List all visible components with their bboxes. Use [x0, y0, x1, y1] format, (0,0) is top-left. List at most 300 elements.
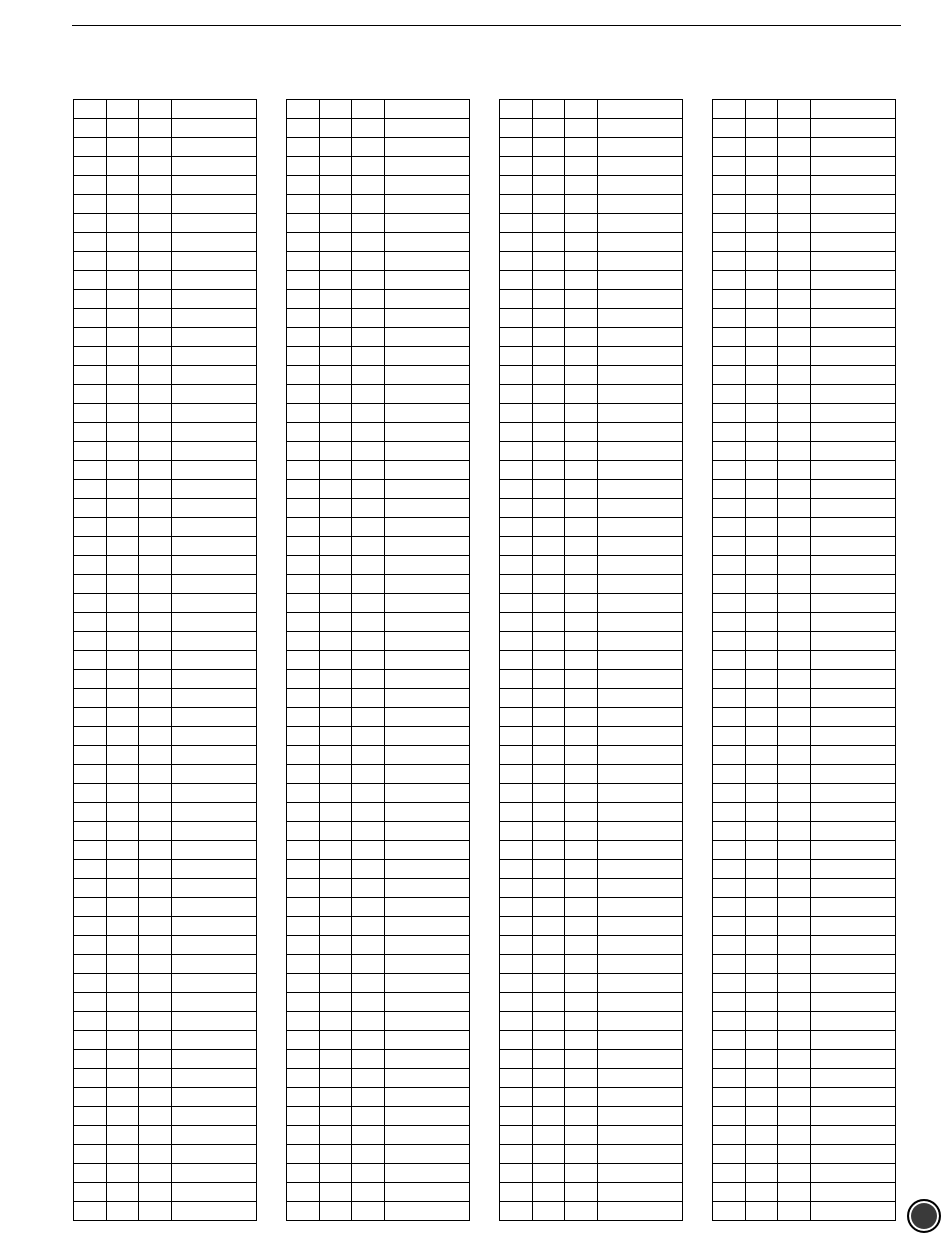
table-cell	[139, 955, 172, 974]
table-cell	[598, 784, 683, 803]
table-cell	[500, 100, 533, 119]
table-cell	[385, 632, 470, 651]
table-cell	[74, 537, 107, 556]
table-cell	[320, 309, 352, 328]
table-cell	[811, 860, 896, 879]
table-cell	[713, 537, 746, 556]
table-cell	[74, 993, 107, 1012]
table-cell	[500, 461, 533, 480]
table-cell	[811, 803, 896, 822]
table-cell	[533, 1088, 565, 1107]
table-cell	[74, 1031, 107, 1050]
table-cell	[598, 442, 683, 461]
table-row	[713, 1202, 896, 1221]
table-row	[500, 670, 683, 689]
table-cell	[811, 727, 896, 746]
table-cell	[107, 157, 139, 176]
table-cell	[352, 385, 385, 404]
table-row	[287, 955, 470, 974]
table-cell	[139, 1145, 172, 1164]
table-row	[713, 784, 896, 803]
table-row	[713, 993, 896, 1012]
table-row	[287, 214, 470, 233]
table-cell	[811, 385, 896, 404]
table-cell	[811, 670, 896, 689]
table-cell	[565, 632, 598, 651]
table-row	[713, 803, 896, 822]
table-cell	[320, 974, 352, 993]
table-cell	[172, 1164, 257, 1183]
table-cell	[598, 974, 683, 993]
table-cell	[385, 670, 470, 689]
table-cell	[746, 1088, 778, 1107]
table-cell	[598, 594, 683, 613]
table-cell	[385, 1069, 470, 1088]
table-row	[713, 404, 896, 423]
table-row	[713, 347, 896, 366]
table-cell	[320, 1126, 352, 1145]
table-cell	[500, 822, 533, 841]
table-cell	[500, 556, 533, 575]
table-row	[500, 461, 683, 480]
table-cell	[287, 138, 320, 157]
table-cell	[172, 670, 257, 689]
table-cell	[172, 822, 257, 841]
table-cell	[320, 594, 352, 613]
table-row	[74, 537, 257, 556]
table-row	[287, 556, 470, 575]
table-cell	[811, 1126, 896, 1145]
table-row	[287, 708, 470, 727]
table-row	[287, 233, 470, 252]
table-row	[74, 632, 257, 651]
table-row	[713, 309, 896, 328]
table-row	[287, 423, 470, 442]
table-cell	[533, 271, 565, 290]
table-row	[713, 1088, 896, 1107]
table-cell	[74, 1164, 107, 1183]
table-cell	[713, 1069, 746, 1088]
table-cell	[533, 841, 565, 860]
table-cell	[713, 1107, 746, 1126]
table-cell	[352, 366, 385, 385]
table-cell	[598, 404, 683, 423]
table-cell	[352, 575, 385, 594]
table-row	[287, 936, 470, 955]
table-cell	[287, 556, 320, 575]
table-row	[713, 708, 896, 727]
table-row	[500, 233, 683, 252]
table-cell	[811, 936, 896, 955]
table-row	[74, 822, 257, 841]
table-cell	[287, 233, 320, 252]
table-row	[713, 423, 896, 442]
table-row	[74, 271, 257, 290]
table-cell	[565, 176, 598, 195]
table-cell	[320, 290, 352, 309]
table-cell	[320, 689, 352, 708]
table-cell	[565, 575, 598, 594]
table-cell	[74, 347, 107, 366]
table-cell	[74, 689, 107, 708]
table-cell	[385, 233, 470, 252]
table-cell	[107, 404, 139, 423]
table-cell	[385, 974, 470, 993]
table-cell	[713, 784, 746, 803]
table-cell	[320, 442, 352, 461]
table-cell	[352, 1088, 385, 1107]
table-cell	[598, 1050, 683, 1069]
table-cell	[287, 841, 320, 860]
table-row	[287, 594, 470, 613]
table-cell	[172, 898, 257, 917]
table-cell	[778, 499, 811, 518]
table-cell	[172, 271, 257, 290]
table-row	[74, 347, 257, 366]
table-cell	[352, 499, 385, 518]
table-cell	[107, 689, 139, 708]
table-cell	[500, 1202, 533, 1221]
table-cell	[139, 1069, 172, 1088]
table-cell	[500, 157, 533, 176]
table-cell	[139, 803, 172, 822]
table-cell	[287, 461, 320, 480]
table-row	[74, 1183, 257, 1202]
table-cell	[139, 366, 172, 385]
table-cell	[320, 214, 352, 233]
table-row	[713, 689, 896, 708]
table-cell	[811, 176, 896, 195]
table-cell	[533, 974, 565, 993]
table-cell	[811, 1164, 896, 1183]
table-cell	[172, 556, 257, 575]
table-row	[74, 803, 257, 822]
table-cell	[565, 841, 598, 860]
table-row	[713, 955, 896, 974]
table-cell	[598, 385, 683, 404]
table-cell	[385, 879, 470, 898]
table-cell	[778, 1050, 811, 1069]
table-cell	[139, 879, 172, 898]
table-cell	[811, 765, 896, 784]
table-row	[500, 157, 683, 176]
table-cell	[500, 366, 533, 385]
table-cell	[565, 689, 598, 708]
table-cell	[565, 613, 598, 632]
table-row	[500, 480, 683, 499]
table-cell	[74, 404, 107, 423]
table-row	[74, 727, 257, 746]
table-cell	[746, 119, 778, 138]
table-cell	[778, 119, 811, 138]
table-cell	[172, 974, 257, 993]
table-cell	[713, 499, 746, 518]
table-cell	[385, 955, 470, 974]
table-cell	[811, 119, 896, 138]
table-cell	[172, 993, 257, 1012]
table-row	[287, 1145, 470, 1164]
table-cell	[746, 651, 778, 670]
table-cell	[287, 746, 320, 765]
table-row	[74, 195, 257, 214]
table-cell	[533, 385, 565, 404]
table-cell	[139, 1183, 172, 1202]
table-cell	[139, 974, 172, 993]
table-row	[287, 1031, 470, 1050]
table-cell	[287, 214, 320, 233]
table-cell	[746, 347, 778, 366]
table-row	[500, 518, 683, 537]
table-cell	[287, 784, 320, 803]
table-cell	[778, 955, 811, 974]
table-cell	[172, 480, 257, 499]
table-cell	[713, 860, 746, 879]
table-cell	[352, 727, 385, 746]
table-row	[287, 537, 470, 556]
table-cell	[500, 1012, 533, 1031]
table-cell	[713, 727, 746, 746]
table-cell	[352, 290, 385, 309]
table-cell	[778, 1107, 811, 1126]
table-cell	[746, 898, 778, 917]
table-row	[287, 176, 470, 195]
table-cell	[746, 1069, 778, 1088]
table-cell	[74, 119, 107, 138]
table-row	[287, 575, 470, 594]
table-cell	[811, 1031, 896, 1050]
table-cell	[107, 1202, 139, 1221]
table-cell	[746, 632, 778, 651]
table-cell	[287, 651, 320, 670]
table-cell	[778, 594, 811, 613]
table-row	[500, 955, 683, 974]
table-row	[287, 632, 470, 651]
table-cell	[107, 100, 139, 119]
table-cell	[352, 689, 385, 708]
table-cell	[778, 1202, 811, 1221]
table-row	[500, 195, 683, 214]
table-cell	[746, 518, 778, 537]
table-cell	[746, 765, 778, 784]
table-cell	[713, 271, 746, 290]
header-rule	[72, 25, 901, 26]
table-row	[713, 1145, 896, 1164]
table-cell	[713, 100, 746, 119]
table-row	[74, 119, 257, 138]
table-cell	[713, 214, 746, 233]
table-row	[500, 917, 683, 936]
table-cell	[139, 1202, 172, 1221]
table-row	[713, 499, 896, 518]
table-cell	[500, 309, 533, 328]
table-row	[74, 328, 257, 347]
table-cell	[811, 366, 896, 385]
table-row	[287, 195, 470, 214]
table-cell	[172, 138, 257, 157]
table-cell	[746, 556, 778, 575]
table-row	[713, 214, 896, 233]
table-cell	[565, 309, 598, 328]
table-cell	[172, 290, 257, 309]
table-cell	[500, 841, 533, 860]
table-cell	[352, 271, 385, 290]
table-row	[74, 898, 257, 917]
table-cell	[352, 879, 385, 898]
table-cell	[320, 537, 352, 556]
table-row	[74, 784, 257, 803]
table-cell	[598, 1069, 683, 1088]
table-row	[500, 575, 683, 594]
table-cell	[320, 385, 352, 404]
table-cell	[811, 214, 896, 233]
table-cell	[565, 537, 598, 556]
table-cell	[172, 119, 257, 138]
table-cell	[778, 841, 811, 860]
table-row	[500, 1202, 683, 1221]
table-cell	[74, 423, 107, 442]
table-cell	[746, 974, 778, 993]
table-cell	[172, 879, 257, 898]
table-cell	[385, 765, 470, 784]
table-cell	[352, 442, 385, 461]
table-cell	[500, 119, 533, 138]
table-cell	[320, 1050, 352, 1069]
table-cell	[533, 670, 565, 689]
table-cell	[320, 898, 352, 917]
table-cell	[385, 423, 470, 442]
table-cell	[107, 1012, 139, 1031]
table-row	[74, 1050, 257, 1069]
table-cell	[811, 651, 896, 670]
table-cell	[287, 328, 320, 347]
table-row	[713, 233, 896, 252]
table-cell	[811, 1088, 896, 1107]
table-cell	[352, 252, 385, 271]
table-cell	[352, 233, 385, 252]
table-cell	[287, 632, 320, 651]
table-row	[500, 347, 683, 366]
table-cell	[713, 632, 746, 651]
table-cell	[746, 195, 778, 214]
table-row	[74, 841, 257, 860]
table-cell	[778, 936, 811, 955]
table-cell	[320, 119, 352, 138]
table-row	[713, 936, 896, 955]
table-cell	[320, 328, 352, 347]
table-cell	[385, 746, 470, 765]
table-cell	[713, 575, 746, 594]
table-cell	[565, 708, 598, 727]
table-cell	[565, 955, 598, 974]
table-cell	[172, 689, 257, 708]
table-cell	[139, 119, 172, 138]
table-row	[74, 442, 257, 461]
table-cell	[320, 499, 352, 518]
table-row	[713, 461, 896, 480]
table-cell	[500, 955, 533, 974]
table-row	[74, 917, 257, 936]
table-cell	[598, 176, 683, 195]
table-cell	[139, 670, 172, 689]
table-cell	[778, 575, 811, 594]
table-cell	[107, 822, 139, 841]
table-cell	[385, 651, 470, 670]
table-cell	[287, 537, 320, 556]
table-row	[713, 632, 896, 651]
table-row	[500, 1145, 683, 1164]
table-cell	[565, 404, 598, 423]
table-cell	[352, 746, 385, 765]
table-cell	[385, 499, 470, 518]
table-row	[500, 841, 683, 860]
table-row	[500, 271, 683, 290]
table-cell	[746, 575, 778, 594]
table-cell	[565, 138, 598, 157]
table-cell	[565, 670, 598, 689]
table-cell	[172, 784, 257, 803]
table-cell	[565, 214, 598, 233]
table-cell	[172, 955, 257, 974]
table-cell	[746, 385, 778, 404]
table-cell	[172, 860, 257, 879]
table-cell	[352, 1012, 385, 1031]
table-cell	[565, 594, 598, 613]
table-cell	[320, 955, 352, 974]
table-cell	[320, 936, 352, 955]
table-cell	[74, 974, 107, 993]
table-cell	[172, 157, 257, 176]
table-cell	[713, 233, 746, 252]
table-cell	[565, 233, 598, 252]
table-cell	[746, 670, 778, 689]
table-row	[74, 993, 257, 1012]
table-cell	[500, 746, 533, 765]
table-cell	[352, 993, 385, 1012]
table-cell	[565, 366, 598, 385]
table-cell	[287, 594, 320, 613]
table-cell	[811, 252, 896, 271]
table-cell	[385, 537, 470, 556]
table-row	[500, 1012, 683, 1031]
table-cell	[107, 385, 139, 404]
table-cell	[811, 993, 896, 1012]
table-cell	[500, 290, 533, 309]
table-cell	[385, 366, 470, 385]
table-row	[287, 366, 470, 385]
table-cell	[533, 1069, 565, 1088]
table-row	[74, 1031, 257, 1050]
table-cell	[500, 328, 533, 347]
table-cell	[746, 879, 778, 898]
table-row	[287, 1183, 470, 1202]
table-cell	[385, 708, 470, 727]
table-cell	[778, 708, 811, 727]
table-cell	[139, 822, 172, 841]
table-cell	[352, 1145, 385, 1164]
table-cell	[139, 499, 172, 518]
table-cell	[565, 1202, 598, 1221]
table-cell	[320, 803, 352, 822]
table-cell	[74, 917, 107, 936]
table-row	[287, 480, 470, 499]
table-cell	[139, 252, 172, 271]
table-row	[713, 822, 896, 841]
table-cell	[287, 1107, 320, 1126]
table-row	[500, 898, 683, 917]
table-cell	[500, 499, 533, 518]
table-cell	[172, 1183, 257, 1202]
table-row	[713, 594, 896, 613]
